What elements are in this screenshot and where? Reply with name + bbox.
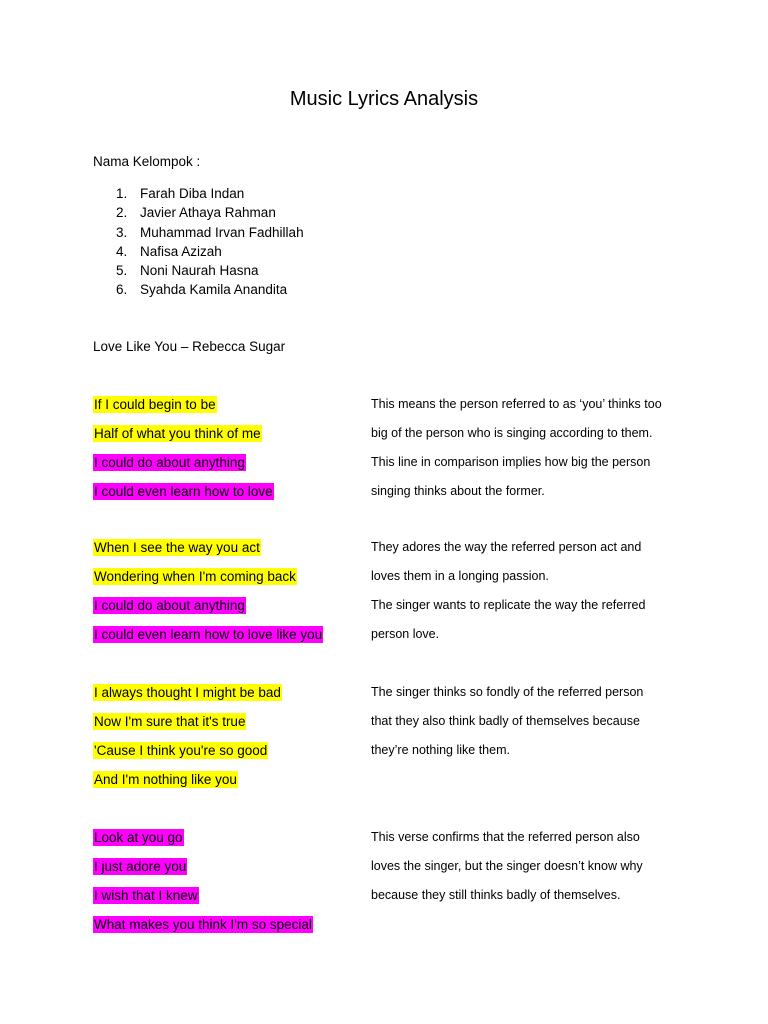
lyric-line: And I'm nothing like you <box>94 772 237 787</box>
explanation-line: The singer wants to replicate the way the referred <box>371 598 646 612</box>
member-number: 3. <box>116 224 128 240</box>
member-number: 6. <box>116 282 128 298</box>
lyric-line: Look at you go <box>94 830 183 845</box>
member-number: 2. <box>116 205 128 221</box>
song-title: Love Like You – Rebecca Sugar <box>93 339 286 354</box>
document-title: Music Lyrics Analysis <box>289 88 479 110</box>
group-label: Nama Kelompok : <box>93 154 201 169</box>
member-item <box>116 184 304 203</box>
member-name: Noni Naurah Hasna <box>140 263 259 279</box>
member-name: Javier Athaya Rahman <box>140 205 276 221</box>
member-number: 1. <box>116 186 128 201</box>
lyric-line: I wish that I knew <box>94 888 198 903</box>
explanation-line: This means the person referred to as ‘you’ thinks too <box>371 397 662 411</box>
explanation-line: because they still thinks badly of themselves. <box>371 888 621 902</box>
member-item <box>116 280 304 299</box>
explanation-line: This verse confirms that the referred person also <box>371 830 640 844</box>
explanation-line: The singer thinks so fondly of the referred person <box>371 685 644 699</box>
lyric-line: I could even learn how to love <box>94 484 273 499</box>
lyric-line: I just adore you <box>94 859 187 874</box>
member-name: Nafisa Azizah <box>140 243 222 259</box>
explanation-line: This line in comparison implies how big the person <box>371 455 651 469</box>
explanation-line: person love. <box>371 627 440 641</box>
member-list <box>116 184 304 300</box>
explanation-line: singing thinks about the former. <box>371 484 545 498</box>
member-item <box>116 242 304 261</box>
lyric-line: If I could begin to be <box>94 397 216 412</box>
lyric-line: 'Cause I think you're so good <box>94 743 268 758</box>
lyric-line: Wondering when I'm coming back <box>94 569 296 584</box>
explanation-line: loves the singer, but the singer doesn’t know why <box>371 859 643 873</box>
lyric-line: What makes you think I'm so special <box>94 917 312 932</box>
lyric-line: I could do about anything <box>94 455 245 470</box>
explanation-line: that they also think badly of themselves because <box>371 714 640 728</box>
lyric-line: When I see the way you act <box>94 540 260 555</box>
member-name: Syahda Kamila Anandita <box>140 282 288 298</box>
lyric-line: I always thought I might be bad <box>94 685 281 700</box>
member-item <box>116 261 304 280</box>
lyric-line: Now I'm sure that it's true <box>94 714 246 729</box>
member-name: Muhammad Irvan Fadhillah <box>140 224 304 240</box>
member-number: 5. <box>116 263 128 279</box>
explanation-line: big of the person who is singing according to them. <box>371 426 653 440</box>
member-number: 4. <box>116 243 128 259</box>
lyric-line: Half of what you think of me <box>94 426 261 441</box>
explanation-line: they’re nothing like them. <box>371 743 510 757</box>
member-name: Farah Diba Indan <box>140 186 245 201</box>
lyric-line: I could do about anything <box>94 598 245 613</box>
explanation-line: loves them in a longing passion. <box>371 569 549 583</box>
lyric-line: I could even learn how to love like you <box>94 627 323 642</box>
member-item <box>116 203 304 222</box>
explanation-line: They adores the way the referred person act and <box>371 540 642 554</box>
member-item <box>116 223 304 242</box>
